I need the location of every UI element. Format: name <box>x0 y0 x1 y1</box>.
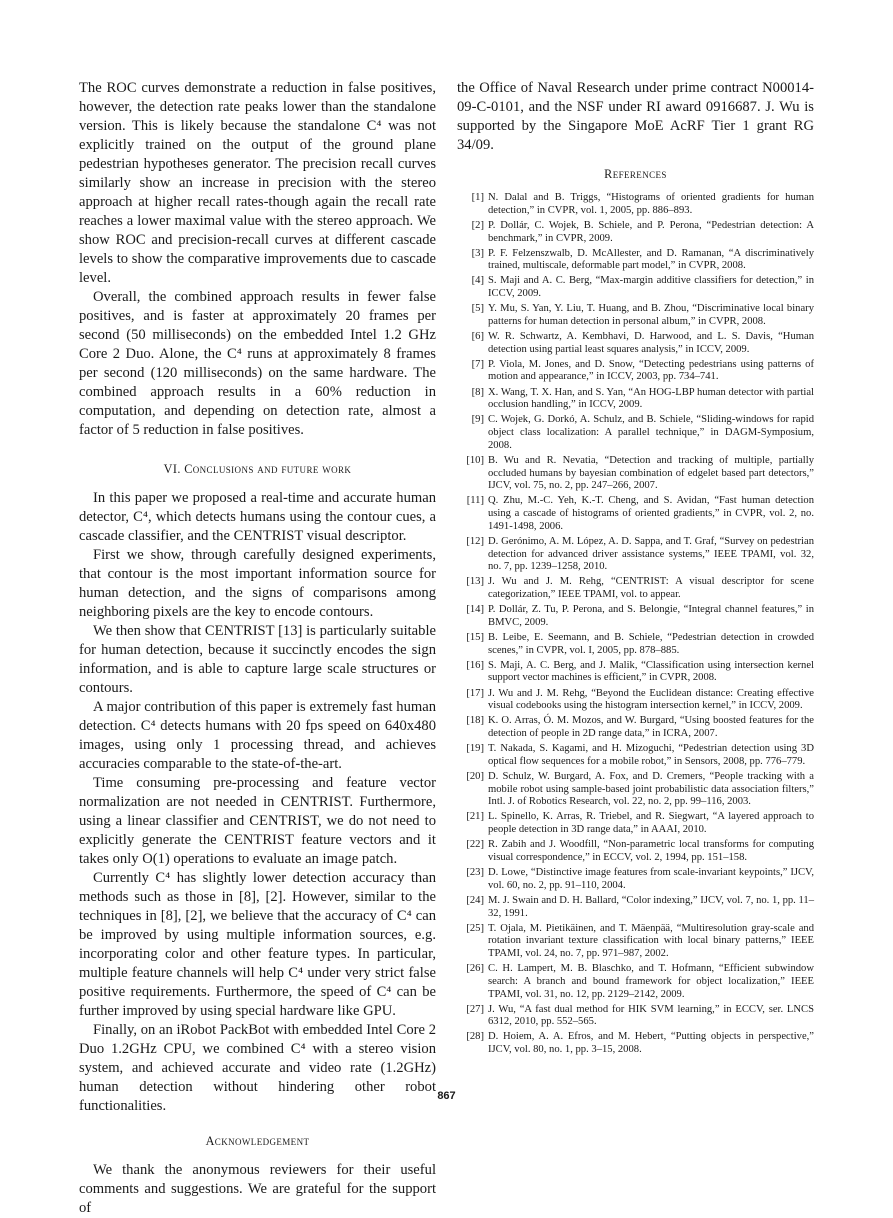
reference-number: [19] <box>466 743 484 755</box>
reference-text: J. Wu, “A fast dual method for HIK SVM learning,” in ECCV, ser. LNCS 6312, 2010, pp. 552–565. <box>488 1003 814 1028</box>
section-heading-acknowledgement: Acknowledgement <box>205 1134 310 1148</box>
body-paragraph: In this paper we proposed a real-time and accurate human detector, C⁴, which detects humans using the contour cues, a cascade classifier, and the CENTRIST visual descriptor. <box>79 490 436 544</box>
body-paragraph: A major contribution of this paper is extremely fast human detection. C⁴ detects humans with 20 fps speed on 640x480 images, using only 1 processing thread, and achieves accuracies comparable to the state-of-the-art. <box>79 699 436 772</box>
body-paragraph: Finally, on an iRobot PackBot with embedded Intel Core 2 Duo 1.2GHz CPU, we combined C⁴ with a stereo vision system, and achieved accurate and video rate (1.2GHz) human detection without hindering other robot functionalities. <box>79 1022 436 1114</box>
reference-number: [23] <box>466 867 484 879</box>
reference-text: S. Maji and A. C. Berg, “Max-margin additive classifiers for detection,” in ICCV, 2009. <box>488 275 814 300</box>
reference-number: [26] <box>466 963 484 975</box>
reference-text: C. Wojek, G. Dorkó, A. Schulz, and B. Schiele, “Sliding-windows for rapid object class localization: A parallel technique,” in DAGM-Symposium, 2008. <box>488 414 814 451</box>
body-paragraph: Overall, the combined approach results in fewer false positives, and is faster at approximately 20 frames per second (50 milliseconds) on the embedded Intel 1.2 GHz Core 2 Duo. Alone, the C⁴ runs at approximately 8 frames per second (120 milliseconds) on the same hardware. The combined approach results in a 60% reduction in computation, and depending on detection rate, almost a factor of 5 reduction in false positives. <box>79 289 436 438</box>
body-paragraph: First we show, through carefully designed experiments, that contour is the most important information source for human detection, and the signs of comparisons among neighboring pixels are the key to encode contours. <box>79 547 436 620</box>
reference-text: T. Ojala, M. Pietikäinen, and T. Mäenpää, “Multiresolution gray-scale and rotation invariant texture classification with local binary patterns,” IEEE TPAMI, vol. 24, no. 7, pp. 971–987, 2002. <box>488 922 814 960</box>
reference-item <box>457 660 814 685</box>
reference-item <box>457 248 814 273</box>
reference-text: J. Wu and J. M. Rehg, “Beyond the Euclidean distance: Creating effective visual codebooks using the histogram intersection kernel,” in ICCV, 2009. <box>488 687 814 712</box>
reference-item <box>457 495 814 533</box>
reference-item <box>457 303 814 328</box>
reference-number: [3] <box>471 247 484 259</box>
reference-number: [10] <box>466 454 484 466</box>
reference-item <box>457 275 814 300</box>
reference-number: [5] <box>471 303 484 315</box>
reference-item <box>457 536 814 574</box>
reference-text: Q. Zhu, M.-C. Yeh, K.-T. Cheng, and S. Avidan, “Fast human detection using a cascade of histograms of oriented gradients,” in CVPR, vol. 2, no. 1491-1498, 2006. <box>488 495 814 532</box>
reference-number: [20] <box>466 770 484 782</box>
reference-item <box>457 192 814 217</box>
reference-number: [22] <box>466 839 484 851</box>
reference-number: [21] <box>466 811 484 823</box>
body-paragraph: Currently C⁴ has slightly lower detection accuracy than methods such as those in [8], [2]. However, similar to the techniques in [8], [2], we believe that the accuracy of C⁴ can be improved by using multiple information sources, e.g. incorporating color and other feature types. In particular, multiple feature channels will help C⁴ under very strict false positive requirements. Furthermore, the speed of C⁴ can be further improved by using special hardware like GPU. <box>79 870 436 1019</box>
reference-item <box>457 743 814 768</box>
reference-item <box>457 688 814 713</box>
reference-text: P. Dollár, C. Wojek, B. Schiele, and P. Perona, “Pedestrian detection: A benchmark,” in CVPR, 2009. <box>488 219 814 244</box>
reference-number: [17] <box>466 687 484 699</box>
reference-text: D. Schulz, W. Burgard, A. Fox, and D. Cremers, “People tracking with a mobile robot using sample-based joint probabilistic data association filters,” Intl. J. of Robotics Research, vol. 22, no. 2, pp. 99–116, 2003. <box>488 770 814 808</box>
reference-item <box>457 1004 814 1029</box>
reference-text: B. Leibe, E. Seemann, and B. Schiele, “Pedestrian detection in crowded scenes,” in CVPR, vol. I, 2005, pp. 878–885. <box>488 631 814 656</box>
reference-item <box>457 455 814 493</box>
reference-number: [24] <box>466 894 484 906</box>
reference-number: [12] <box>466 535 484 547</box>
reference-number: [7] <box>471 358 484 370</box>
reference-number: [8] <box>471 386 484 398</box>
reference-item <box>457 923 814 961</box>
reference-number: [28] <box>466 1031 484 1043</box>
reference-number: [11] <box>466 495 484 507</box>
reference-item <box>457 963 814 1001</box>
reference-item <box>457 220 814 245</box>
reference-item <box>457 771 814 809</box>
body-paragraph: Time consuming pre-processing and feature vector normalization are not needed in CENTRIST. Furthermore, using a linear classifier and CENTRIST, we do not need to explicitly generate the CENTRIST feature vectors and it takes only O(1) operations to evaluate an image patch. <box>79 775 436 867</box>
reference-item <box>457 387 814 412</box>
reference-text: S. Maji, A. C. Berg, and J. Malik, “Classification using intersection kernel support vector machines is efficient,” in CVPR, 2008. <box>488 659 814 684</box>
reference-text: B. Wu and R. Nevatia, “Detection and tracking of multiple, partially occluded humans by bayesian combination of edgelet based part detectors,” IJCV, vol. 75, no. 2, pp. 247–266, 2007. <box>488 454 814 492</box>
reference-number: [15] <box>466 631 484 643</box>
reference-item <box>457 576 814 601</box>
reference-number: [4] <box>471 275 484 287</box>
reference-item <box>457 632 814 657</box>
body-paragraph: We then show that CENTRIST [13] is particularly suitable for human detection, because it succinctly encodes the sign information, and is able to capture large scale structures or contours. <box>79 623 436 696</box>
reference-item <box>457 414 814 452</box>
reference-text: C. H. Lampert, M. B. Blaschko, and T. Hofmann, “Efficient subwindow search: A branch and bound framework for object localization,” IEEE TPAMI, vol. 31, no. 12, pp. 2129–2142, 2009. <box>488 963 814 1000</box>
reference-number: [6] <box>471 330 484 342</box>
reference-number: [9] <box>471 414 484 426</box>
reference-text: Y. Mu, S. Yan, Y. Liu, T. Huang, and B. Zhou, “Discriminative local binary patterns for human detection in personal album,” in CVPR, 2008. <box>488 303 814 327</box>
reference-text: D. Lowe, “Distinctive image features from scale-invariant keypoints,” IJCV, vol. 60, no. 2, pp. 91–110, 2004. <box>488 867 814 891</box>
reference-text: P. Dollár, Z. Tu, P. Perona, and S. Belongie, “Integral channel features,” in BMVC, 2009. <box>488 604 814 628</box>
reference-text: T. Nakada, S. Kagami, and H. Mizoguchi, “Pedestrian detection using 3D optical flow sequences for a mobile robot,” in Sensors, 2008, pp. 776–779. <box>488 743 814 767</box>
reference-text: X. Wang, T. X. Han, and S. Yan, “An HOG-LBP human detector with partial occlusion handling,” in ICCV, 2009. <box>488 386 814 411</box>
reference-item <box>457 867 814 892</box>
reference-number: [27] <box>466 1003 484 1015</box>
left-column <box>79 79 436 1218</box>
reference-item <box>457 715 814 740</box>
section-heading-references: References <box>604 167 667 181</box>
reference-text: J. Wu and J. M. Rehg, “CENTRIST: A visual descriptor for scene categorization,” IEEE TPAMI, vol. to appear. <box>488 576 814 601</box>
reference-item <box>457 331 814 356</box>
reference-text: D. Gerónimo, A. M. López, A. D. Sappa, and T. Graf, “Survey on pedestrian detection for advanced driver assistance systems,” IEEE TPAMI, vol. 32, no. 7, pp. 1239–1258, 2010. <box>488 535 814 573</box>
body-paragraph: The ROC curves demonstrate a reduction in false positives, however, the detection rate peaks lower than the standalone version. This is likely because the standalone C⁴ was not explicitly trained on the output of the ground plane pedestrian hypotheses generator. The precision recall curves similarly show an increase in precision with the stereo approach at higher recall rates-though again the recall rate reaches a lower maximal value with the stereo approach. We show ROC and precision-recall curves at different cascade levels to show the comparative improvements due to cascade level. <box>79 80 436 286</box>
reference-list <box>457 192 814 1057</box>
reference-number: [2] <box>471 219 484 231</box>
reference-text: R. Zabih and J. Woodfill, “Non-parametric local transforms for computing visual correspondence,” in ECCV, vol. 2, 1994, pp. 151–158. <box>488 839 814 863</box>
acknowledgement-paragraph: We thank the anonymous reviewers for their useful comments and suggestions. We are grateful for the support of <box>79 1162 436 1216</box>
reference-text: W. R. Schwartz, A. Kembhavi, D. Harwood, and L. S. Davis, “Human detection using partial least squares analysis,” in ICCV, 2009. <box>488 330 814 355</box>
reference-text: M. J. Swain and D. H. Ballard, “Color indexing,” IJCV, vol. 7, no. 1, pp. 11–32, 1991. <box>488 894 814 919</box>
acknowledgement-continued: the Office of Naval Research under prime contract N00014-09-C-0101, and the NSF under RI award 0916687. J. Wu is supported by the Singapore MoE AcRF Tier 1 grant RG 34/09. <box>457 80 814 153</box>
reference-number: [1] <box>471 192 484 203</box>
reference-text: P. F. Felzenszwalb, D. McAllester, and D. Ramanan, “A discriminatively trained, multiscale, deformable part model,” in CVPR, 2008. <box>488 247 814 272</box>
reference-item <box>457 839 814 864</box>
reference-item <box>457 811 814 836</box>
reference-number: [25] <box>466 922 484 934</box>
reference-number: [16] <box>466 659 484 671</box>
reference-text: P. Viola, M. Jones, and D. Snow, “Detecting pedestrians using patterns of motion and appearance,” in ICCV, 2003, pp. 734–741. <box>488 358 814 383</box>
reference-number: [14] <box>466 604 484 616</box>
page-number: 867 <box>437 1090 456 1102</box>
reference-item <box>457 895 814 920</box>
reference-item <box>457 1031 814 1056</box>
reference-item <box>457 604 814 629</box>
reference-text: K. O. Arras, Ó. M. Mozos, and W. Burgard, “Using boosted features for the detection of people in 2D range data,” in ICRA, 2007. <box>488 715 814 740</box>
reference-item <box>457 359 814 384</box>
reference-text: L. Spinello, K. Arras, R. Triebel, and R. Siegwart, “A layered approach to people detection in 3D range data,” in AAAI, 2010. <box>488 811 814 836</box>
right-column <box>457 79 814 1059</box>
reference-number: [18] <box>466 715 484 727</box>
reference-text: D. Hoiem, A. A. Efros, and M. Hebert, “Putting objects in perspective,” IJCV, vol. 80, no. 1, pp. 3–15, 2008. <box>488 1031 814 1056</box>
section-heading-conclusions: VI. Conclusions and future work <box>163 462 352 476</box>
reference-number: [13] <box>466 576 484 588</box>
reference-text: N. Dalal and B. Triggs, “Histograms of oriented gradients for human detection,” in CVPR, vol. 1, 2005, pp. 886–893. <box>488 192 814 216</box>
